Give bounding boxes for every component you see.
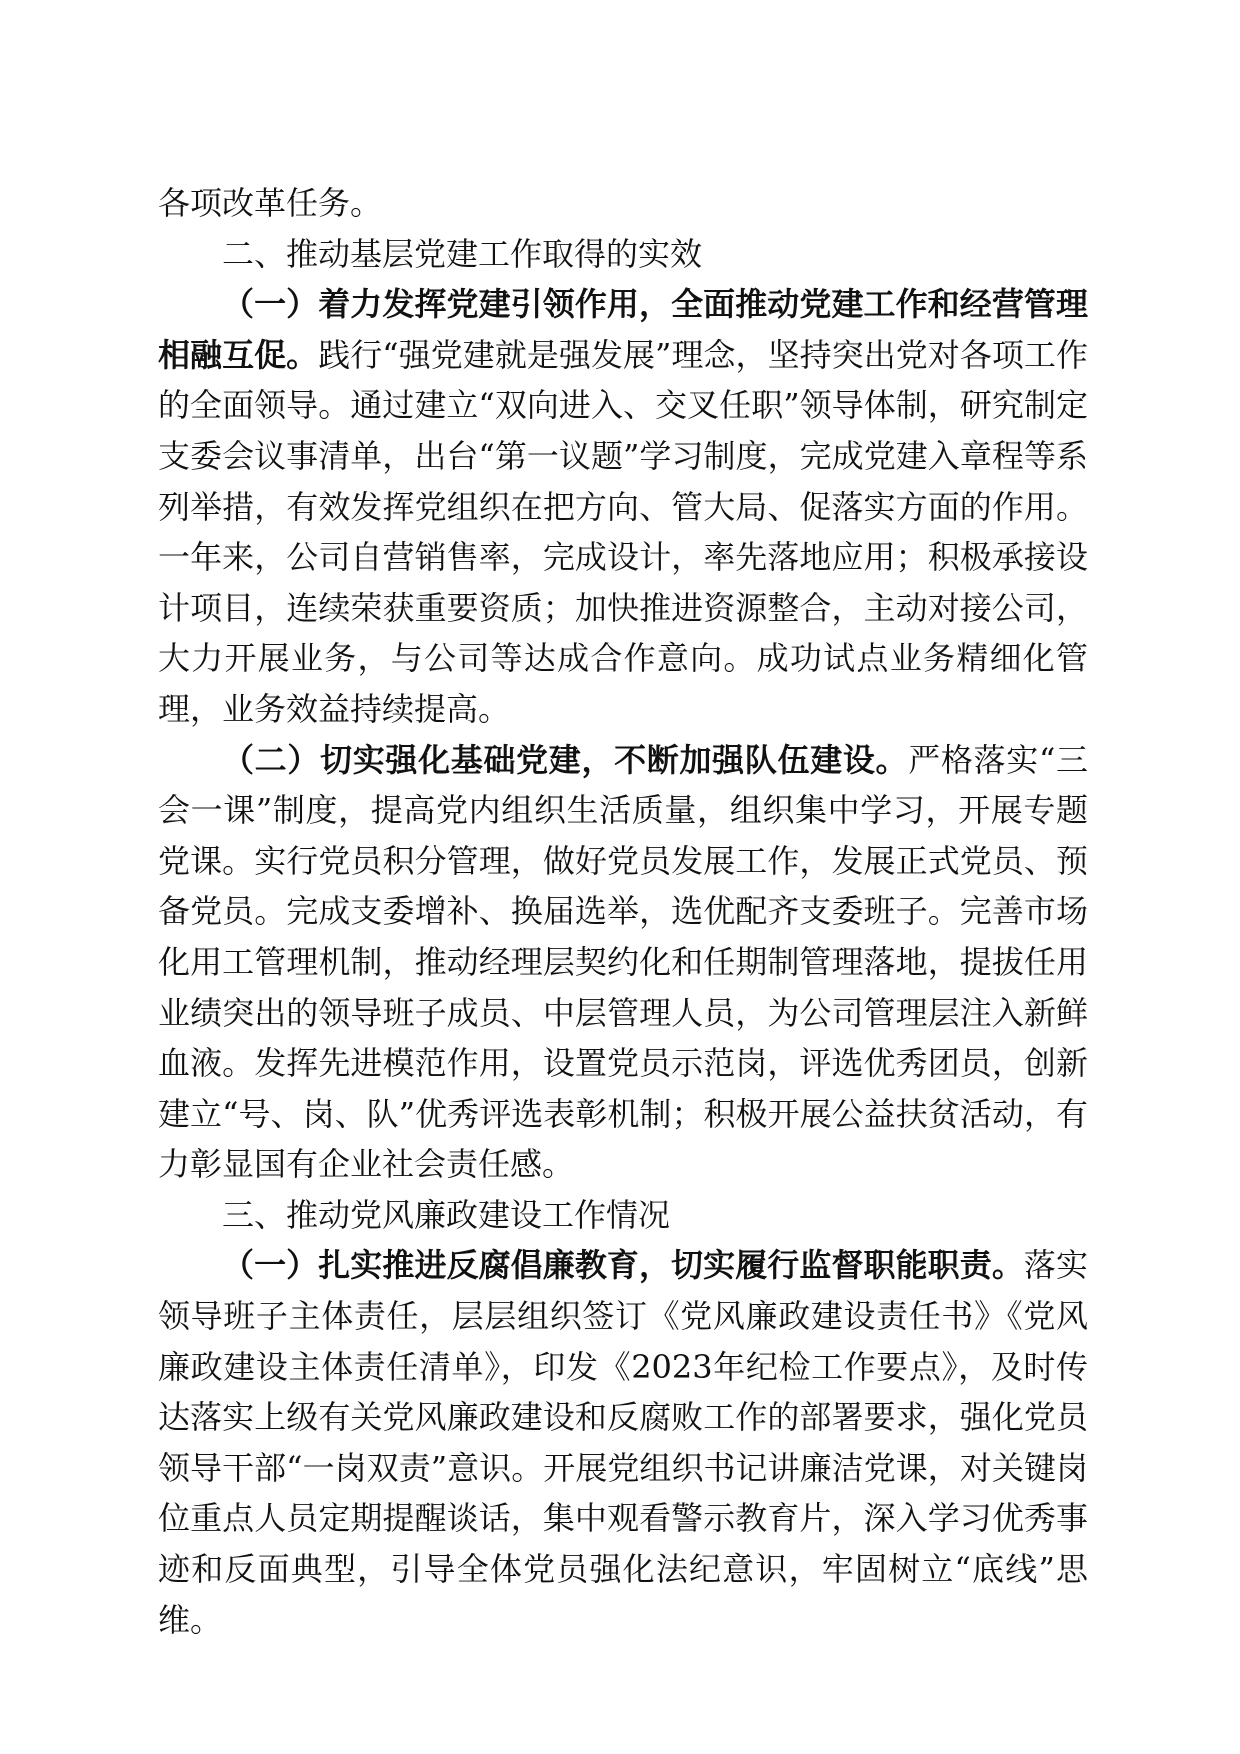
paragraph-2-2-body: 严格落实“三会一课”制度，提高党内组织生活质量，组织集中学习，开展专题党课。实行党员积分管理，做好党员发展工作，发展正式党员、预备党员。完成支委增补、换届选举，选优配齐支委班子。完善市场化用工管理机制，推动经理层契约化和任期制管理落地，提拔任用业绩突出的领导班子成员、中层管理人员，为公司管理层注入新鲜血液。发挥先进模范作用，设置党员示范岗，评选优秀团员，创新建立“号、岗、队”优秀评选表彰机制；积极开展公益扶贫活动，有力彰显国有企业社会责任感。 — [158, 740, 1088, 1184]
paragraph-2-1-body: 践行“强党建就是强发展”理念，坚持突出党对各项工作的全面领导。通过建立“双向进入、交叉任职”领导体制，研究制定支委会议事清单，出台“第一议题”学习制度，完成党建入章程等系列举措，有效发挥党组织在把方向、管大局、促落实方面的作用。一年来，公司自营销售率，完成设计，率先落地应用；积极承接设计项目，连续荣获重要资质；加快推进资源整合，主动对接公司，大力开展业务，与公司等达成合作意向。成功试点业务精细化管理，业务效益持续提高。 — [158, 335, 1088, 728]
paragraph-3-1-lead: （一）扎实推进反腐倡廉教育，切实履行监督职能职责。 — [222, 1246, 1024, 1285]
paragraph-3-1 — [158, 1240, 1088, 1645]
section-heading-3: 三、推动党风廉政建设工作情况 — [222, 1195, 671, 1234]
paragraph-2-2-lead: （二）切实强化基础党建，不断加强队伍建设。 — [222, 740, 909, 779]
section-heading-2: 二、推动基层党建工作取得的实效 — [222, 234, 703, 273]
paragraph-2-1 — [158, 279, 1088, 734]
paragraph-3-1-body: 落实领导班子主体责任，层层组织签订《党风廉政建设责任书》《党风廉政建设主体责任清单》，印发《2023年纪检工作要点》，及时传达落实上级有关党风廉政建设和反腐败工作的部署要求，强化党员领导干部“一岗双责”意识。开展党组织书记讲廉洁党课，对关键岗位重点人员定期提醒谈话，集中观看警示教育片，深入学习优秀事迹和反面典型，引导全体党员强化法纪意识，牢固树立“底线”思维。 — [158, 1246, 1088, 1639]
continued-paragraph: 各项改革任务。 — [158, 184, 383, 222]
document-body — [158, 178, 1088, 1645]
paragraph-2-1-lead: （一）着力发挥党建引领作用，全面推动党建工作和经营管理相融互促。 — [158, 285, 1088, 374]
paragraph-2-2 — [158, 735, 1088, 1190]
